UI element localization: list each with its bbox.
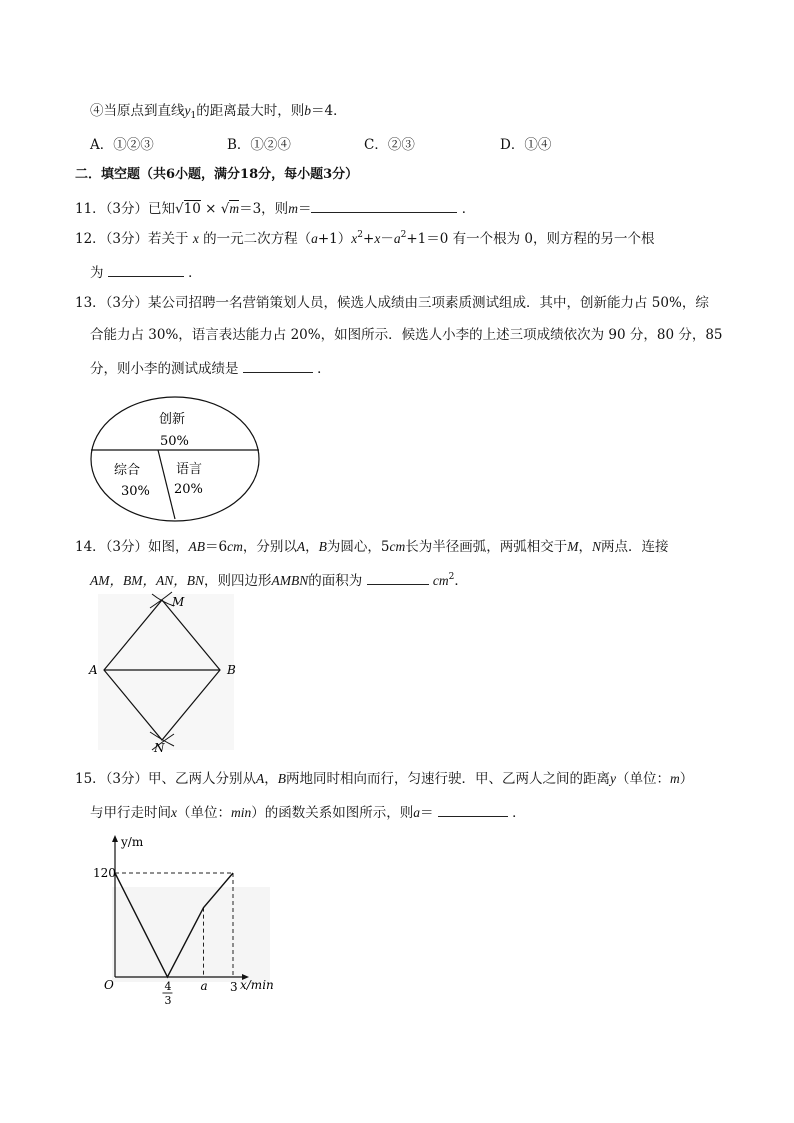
q14-unit: cm <box>432 573 449 588</box>
q14-tail: 两点．连接 <box>600 539 669 555</box>
q15-B: B <box>277 771 287 786</box>
y-axis-label: y/m <box>121 835 144 849</box>
label-A: A <box>89 663 98 677</box>
q15-mid: 两地同时相向而行，匀速行驶．甲、乙两人之间的距离 <box>286 771 611 787</box>
q14-N: N <box>591 539 601 554</box>
q14-unit-sup: 2 <box>448 572 455 582</box>
q14-mid3: ，则四边形 <box>204 573 272 589</box>
q14-cm2: cm <box>389 539 406 554</box>
q14-A: A <box>296 539 306 554</box>
q14-eq: ＝6 <box>205 539 228 555</box>
q15-x: x <box>171 805 177 820</box>
q11-eq: ＝3，则 <box>239 201 289 217</box>
q14-line-2 <box>90 570 468 590</box>
pie-divider-slant <box>158 450 175 519</box>
pie-percent-language: 20% <box>174 482 203 497</box>
q15-mid3: ）的函数关系如图所示，则 <box>251 805 414 821</box>
q10-var-b: b <box>304 103 311 118</box>
q14-M: M <box>567 539 579 554</box>
q15-mid2: （单位： <box>177 805 231 821</box>
q10-var-y: y <box>184 103 191 118</box>
q12-var-a: a <box>311 231 318 246</box>
q10-text: ④当原点到直线 <box>90 103 185 119</box>
q10-option-a: A．①②③ <box>90 137 154 153</box>
q15-eq: ＝ <box>420 805 434 821</box>
y-axis-arrow <box>112 835 118 842</box>
q11-radicand-1: 10 <box>183 201 201 217</box>
pie-chart <box>88 394 264 524</box>
q14-line-1 <box>75 538 668 556</box>
q13-end: ． <box>317 361 331 377</box>
q10-sub: 1 <box>190 111 197 121</box>
q12-var-a2: a <box>393 231 401 246</box>
answer-blank[interactable] <box>367 570 429 585</box>
q15-y: y <box>610 771 617 786</box>
q15-text: 15．（3分）甲、乙两人分别从 <box>75 771 257 787</box>
q11-eq2: ＝ <box>297 201 312 217</box>
pie-label-comprehensive: 综合 <box>114 463 141 478</box>
q11-end: ． <box>461 201 476 217</box>
q14-B: B <box>318 539 327 554</box>
q12-var-x: x <box>192 231 199 246</box>
answer-blank[interactable] <box>438 802 508 817</box>
q12-minus: － <box>380 231 394 247</box>
q12-line2-end: ． <box>188 265 202 281</box>
x-axis-label: x/min <box>240 978 274 992</box>
q10-text-end: ＝4． <box>310 103 347 119</box>
q11-times: × <box>205 201 217 217</box>
answer-blank[interactable] <box>311 198 457 213</box>
q12-text: 12．（3分）若关于 <box>75 231 189 247</box>
pie-percent-comprehensive: 30% <box>121 484 150 499</box>
pie-label-language: 语言 <box>176 462 203 477</box>
q15-close: ） <box>679 771 694 787</box>
q12-text-mid: 的一元二次方程（ <box>203 231 312 247</box>
distance-time-chart <box>93 832 288 1012</box>
q12-plusx: + <box>363 231 375 247</box>
q13-line-2: 合能力占 30%，语言表达能力占 20%，如图所示．候选人小李的上述三项成绩依次为 90 分，80 分，85 <box>90 327 723 343</box>
q14-end2: 的面积为 <box>308 573 363 589</box>
x-tick-label-denominator: 3 <box>164 994 172 1007</box>
q15-A: A <box>256 771 265 786</box>
q12-line-1 <box>75 230 654 248</box>
x-tick-label-3: 3 <box>230 980 238 994</box>
q10-statement-4 <box>90 102 347 120</box>
q14-end: 长为半径画弧，两弧相交于 <box>405 539 568 555</box>
label-M: M <box>172 595 185 609</box>
q15-end: ． <box>512 805 526 821</box>
q15-line-1 <box>75 770 693 788</box>
q12-text-end: +1＝0 有一个根为 0，则方程的另一个根 <box>406 231 655 247</box>
q14-text: 14．（3分）如图， <box>75 539 189 555</box>
q11-var: m <box>288 201 298 216</box>
q15-unit-open: （单位： <box>616 771 671 787</box>
label-B: B <box>227 663 236 677</box>
q13-line-1: 13．（3分）某公司招聘一名营销策划人员，候选人成绩由三项素质测试组成．其中，创新能力占 50%，综 <box>75 295 709 311</box>
q14-AB: AB <box>188 539 206 554</box>
q13-line-3 <box>90 358 331 378</box>
q14-comma2: ， <box>578 539 592 555</box>
sqrt-symbol: √ <box>220 201 230 217</box>
q12-var-x2: x <box>351 231 358 246</box>
y-tick-label: 120 <box>93 866 116 880</box>
q15-min: min <box>231 805 252 820</box>
chart-background <box>112 887 270 982</box>
q14-dot: ． <box>454 573 468 589</box>
q15-comma: ， <box>264 771 278 787</box>
pie-percent-innovation: 50% <box>160 434 189 449</box>
q15-a: a <box>413 805 420 820</box>
q10-option-c: C．②③ <box>364 137 415 153</box>
q14-mid: ，分别以 <box>242 539 297 555</box>
q15-line-2 <box>90 802 526 822</box>
q10-text-mid: 的距离最大时，则 <box>196 103 305 119</box>
label-N: N <box>154 741 165 755</box>
q14-comma: ， <box>305 539 319 555</box>
q12-sup: 2 <box>357 230 364 240</box>
q11-number: 11．（3分）已知 <box>75 201 176 217</box>
q10-option-b: B．①②④ <box>227 137 291 153</box>
q12-var-x3: x <box>374 231 381 246</box>
sqrt-symbol: √ <box>175 201 184 217</box>
q12-line-2 <box>90 262 202 282</box>
q12-sup2: 2 <box>400 230 407 240</box>
q14-cm: cm <box>227 539 243 554</box>
q12-plus: +1） <box>317 231 352 247</box>
q15-m: m <box>670 771 680 786</box>
section-heading: 二．填空题（共6小题，满分18分，每小题3分） <box>75 167 359 182</box>
origin-label: O <box>104 978 114 992</box>
figure-background <box>98 594 234 750</box>
pie-label-innovation: 创新 <box>159 412 186 427</box>
rhombus-figure <box>86 592 246 755</box>
q13-text: 分，则小李的测试成绩是 <box>90 361 239 377</box>
q15-text2: 与甲行走时间 <box>90 805 171 821</box>
q11-radicand-2: m <box>229 201 240 216</box>
x-tick-label-a: a <box>200 979 208 993</box>
q14-AMBN: AMBN <box>271 573 309 588</box>
q14-segments: AM，BM，AN，BN <box>90 573 204 588</box>
q10-option-d: D．①④ <box>500 137 552 153</box>
answer-blank[interactable] <box>243 358 313 373</box>
x-tick-label-numerator: 4 <box>164 980 172 993</box>
q12-line2-text: 为 <box>90 265 104 281</box>
q14-mid2: 为圆心，5 <box>326 539 390 555</box>
answer-blank[interactable] <box>108 262 184 277</box>
q11 <box>75 198 475 218</box>
